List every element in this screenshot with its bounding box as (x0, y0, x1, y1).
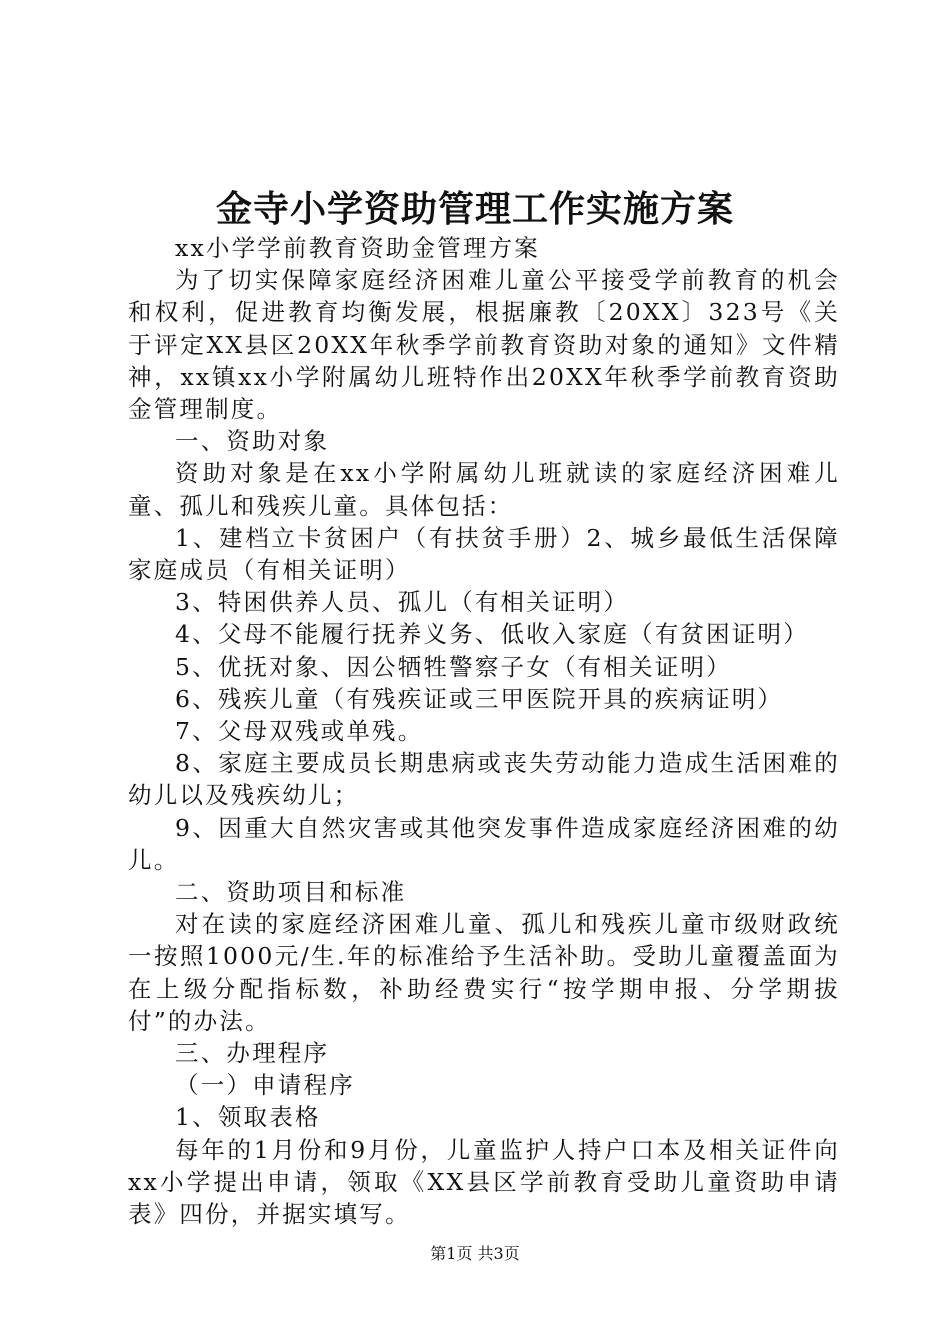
paragraph: xx小学学前教育资助金管理方案 (175, 234, 541, 262)
list-item: 1、建档立卡贫困户（有扶贫手册）2、城乡最低生活保障家庭成员（有相关证明） (128, 523, 840, 585)
subsection-heading: （一）申请程序 (175, 1071, 355, 1100)
list-item: 6、残疾儿童（有残疾证或三甲医院开具的疾病证明） (175, 684, 784, 713)
paragraph: 资助对象是在xx小学附属幼儿班就读的家庭经济困难儿童、孤儿和残疾儿童。具体包括： (128, 459, 840, 520)
list-item: 5、优抚对象、因公牺牲警察子女（有相关证明） (175, 652, 732, 681)
paragraph: 每年的1月份和9月份，儿童监护人持户口本及相关证件向xx小学提出申请，领取《XX县区学前教育受助儿童资助申请表》四份，并据实填写。 (128, 1135, 840, 1229)
list-item: 3、特困供养人员、孤儿（有相关证明） (175, 588, 630, 617)
paragraph: 为了切实保障家庭经济困难儿童公平接受学前教育的机会和权利，促进教育均衡发展，根据廉教〔20XX〕323号《关于评定XX县区20XX年秋季学前教育资助对象的通知》文件精神，xx镇xx小学附属幼儿班特作出20XX年秋季学前教育资助金管理制度。 (128, 266, 840, 424)
paragraph: 对在读的家庭经济困难儿童、孤儿和残疾儿童市级财政统一按照1000元/生.年的标准给予生活补助。受助儿童覆盖面为在上级分配指标数，补助经费实行“按学期申报、分学期拔付”的办法。 (128, 910, 840, 1035)
section-heading: 一、资助对象 (175, 427, 330, 456)
section-heading: 二、资助项目和标准 (175, 878, 407, 907)
section-heading: 三、办理程序 (175, 1039, 330, 1068)
document-title: 金寺小学资助管理工作实施方案 (215, 188, 734, 230)
list-item: 9、因重大自然灾害或其他突发事件造成家庭经济困难的幼儿。 (128, 813, 840, 874)
list-item: 4、父母不能履行抚养义务、低收入家庭（有贫困证明） (175, 620, 809, 649)
list-item: 7、父母双残或单残。 (175, 717, 424, 746)
subsection-heading: 1、领取表格 (175, 1103, 321, 1132)
document-body (128, 232, 840, 1230)
list-item: 8、家庭主要成员长期患病或丧失劳动能力造成生活困难的幼儿以及残疾幼儿； (128, 749, 840, 810)
page-footer: 第1页 共3页 (430, 1244, 520, 1263)
